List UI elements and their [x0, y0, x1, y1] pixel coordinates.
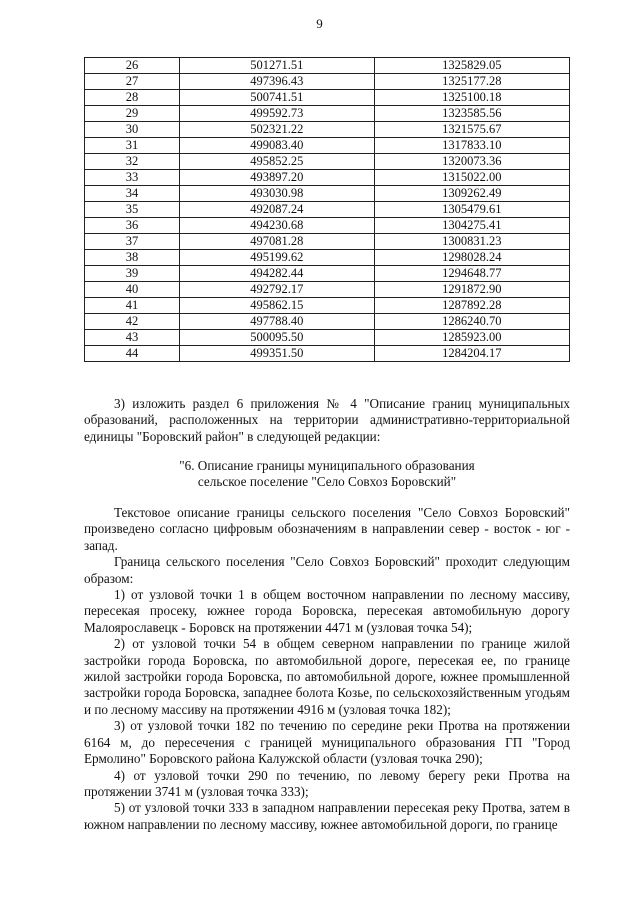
paragraph-boundary-intro: Граница сельского поселения "Село Совхоз Боровский" проходит следующим образом:: [84, 554, 570, 586]
table-row: [85, 154, 570, 170]
paragraph-item-2: 2) от узловой точки 54 в общем северном направлении по границе жилой застройки города Боровска, по автомобильной дороге, пересекая ее, по границе жилой застройки города Боровска, по автомобильной дороге, южнее промышленной застройки города Боровска, западнее болота Козье, по сельскохозяйственным угодьям и по лесному массиву на протяжении 4916 м (узловая точка 182);: [84, 636, 570, 717]
point-number-cell: 44: [85, 346, 180, 362]
table-row: [85, 298, 570, 314]
x-coordinate-cell: 499083.40: [180, 138, 374, 154]
y-coordinate-cell: 1284204.17: [374, 346, 570, 362]
y-coordinate-cell: 1321575.67: [374, 122, 570, 138]
point-number-cell: 36: [85, 218, 180, 234]
x-coordinate-cell: 500095.50: [180, 330, 374, 346]
y-coordinate-cell: 1304275.41: [374, 218, 570, 234]
paragraph-item-4: 4) от узловой точки 290 по течению, по левому берегу реки Протва на протяжении 3741 м (узловая точка 333);: [84, 767, 570, 799]
y-coordinate-cell: 1294648.77: [374, 266, 570, 282]
y-coordinate-cell: 1323585.56: [374, 106, 570, 122]
table-row: [85, 218, 570, 234]
intro-paragraph: 3) изложить раздел 6 приложения № 4 "Описание границ муниципальных образований, расположенных на территории административно-территориальной единицы "Боровский район" в следующей редакции:: [84, 396, 570, 444]
table-row: [85, 346, 570, 362]
table-row: [85, 250, 570, 266]
point-number-cell: 37: [85, 234, 180, 250]
x-coordinate-cell: 501271.51: [180, 58, 374, 74]
x-coordinate-cell: 493897.20: [180, 170, 374, 186]
x-coordinate-cell: 497788.40: [180, 314, 374, 330]
x-coordinate-cell: 495862.15: [180, 298, 374, 314]
point-number-cell: 30: [85, 122, 180, 138]
paragraph-text-description: Текстовое описание границы сельского поселения "Село Совхоз Боровский" произведено согласно цифровым обозначениям в направлении север - восток - юг - запад.: [84, 505, 570, 553]
intro-block: [84, 396, 570, 445]
x-coordinate-cell: 495199.62: [180, 250, 374, 266]
paragraph-item-5: 5) от узловой точки 333 в западном направлении пересекая реку Протва, затем в южном направлении по лесному массиву, южнее автомобильной дороги, по границе: [84, 800, 570, 832]
y-coordinate-cell: 1325829.05: [374, 58, 570, 74]
section-heading: [84, 458, 570, 491]
table-row: [85, 122, 570, 138]
table-row: [85, 74, 570, 90]
heading-line-1: "6. Описание границы муниципального образования: [179, 458, 475, 473]
point-number-cell: 42: [85, 314, 180, 330]
x-coordinate-cell: 499351.50: [180, 346, 374, 362]
point-number-cell: 43: [85, 330, 180, 346]
table-row: [85, 58, 570, 74]
y-coordinate-cell: 1325100.18: [374, 90, 570, 106]
paragraph-item-1: 1) от узловой точки 1 в общем восточном направлении по лесному массиву, пересекая просеку, южнее города Боровска, пересекая автомобильную дорогу Малоярославецк - Боровск на протяжении 4471 м (узловая точка 54);: [84, 587, 570, 635]
body-text: [84, 505, 570, 833]
table-row: [85, 282, 570, 298]
y-coordinate-cell: 1291872.90: [374, 282, 570, 298]
x-coordinate-cell: 494282.44: [180, 266, 374, 282]
point-number-cell: 31: [85, 138, 180, 154]
x-coordinate-cell: 497081.28: [180, 234, 374, 250]
y-coordinate-cell: 1309262.49: [374, 186, 570, 202]
table-row: [85, 90, 570, 106]
y-coordinate-cell: 1320073.36: [374, 154, 570, 170]
point-number-cell: 29: [85, 106, 180, 122]
y-coordinate-cell: 1286240.70: [374, 314, 570, 330]
table-row: [85, 202, 570, 218]
table-row: [85, 314, 570, 330]
heading-line-2: сельское поселение "Село Совхоз Боровский": [197, 474, 457, 490]
point-number-cell: 40: [85, 282, 180, 298]
point-number-cell: 32: [85, 154, 180, 170]
table-row: [85, 186, 570, 202]
x-coordinate-cell: 494230.68: [180, 218, 374, 234]
x-coordinate-cell: 500741.51: [180, 90, 374, 106]
point-number-cell: 41: [85, 298, 180, 314]
point-number-cell: 38: [85, 250, 180, 266]
y-coordinate-cell: 1305479.61: [374, 202, 570, 218]
x-coordinate-cell: 502321.22: [180, 122, 374, 138]
x-coordinate-cell: 493030.98: [180, 186, 374, 202]
point-number-cell: 35: [85, 202, 180, 218]
table-row: [85, 106, 570, 122]
y-coordinate-cell: 1287892.28: [374, 298, 570, 314]
table-row: [85, 330, 570, 346]
coordinates-table: [84, 57, 570, 362]
point-number-cell: 34: [85, 186, 180, 202]
y-coordinate-cell: 1285923.00: [374, 330, 570, 346]
x-coordinate-cell: 495852.25: [180, 154, 374, 170]
table-row: [85, 266, 570, 282]
point-number-cell: 28: [85, 90, 180, 106]
point-number-cell: 26: [85, 58, 180, 74]
point-number-cell: 39: [85, 266, 180, 282]
x-coordinate-cell: 492792.17: [180, 282, 374, 298]
x-coordinate-cell: 499592.73: [180, 106, 374, 122]
x-coordinate-cell: 492087.24: [180, 202, 374, 218]
table-row: [85, 138, 570, 154]
page-number: 9: [316, 16, 323, 31]
paragraph-item-3: 3) от узловой точки 182 по течению по середине реки Протва на протяжении 6164 м, до пересечения с границей муниципального образования ГП "Город Ермолино" Боровского района Калужской области (узловая точка 290);: [84, 718, 570, 767]
point-number-cell: 33: [85, 170, 180, 186]
x-coordinate-cell: 497396.43: [180, 74, 374, 90]
y-coordinate-cell: 1298028.24: [374, 250, 570, 266]
y-coordinate-cell: 1325177.28: [374, 74, 570, 90]
y-coordinate-cell: 1317833.10: [374, 138, 570, 154]
y-coordinate-cell: 1315022.00: [374, 170, 570, 186]
y-coordinate-cell: 1300831.23: [374, 234, 570, 250]
table-row: [85, 170, 570, 186]
table-row: [85, 234, 570, 250]
point-number-cell: 27: [85, 74, 180, 90]
